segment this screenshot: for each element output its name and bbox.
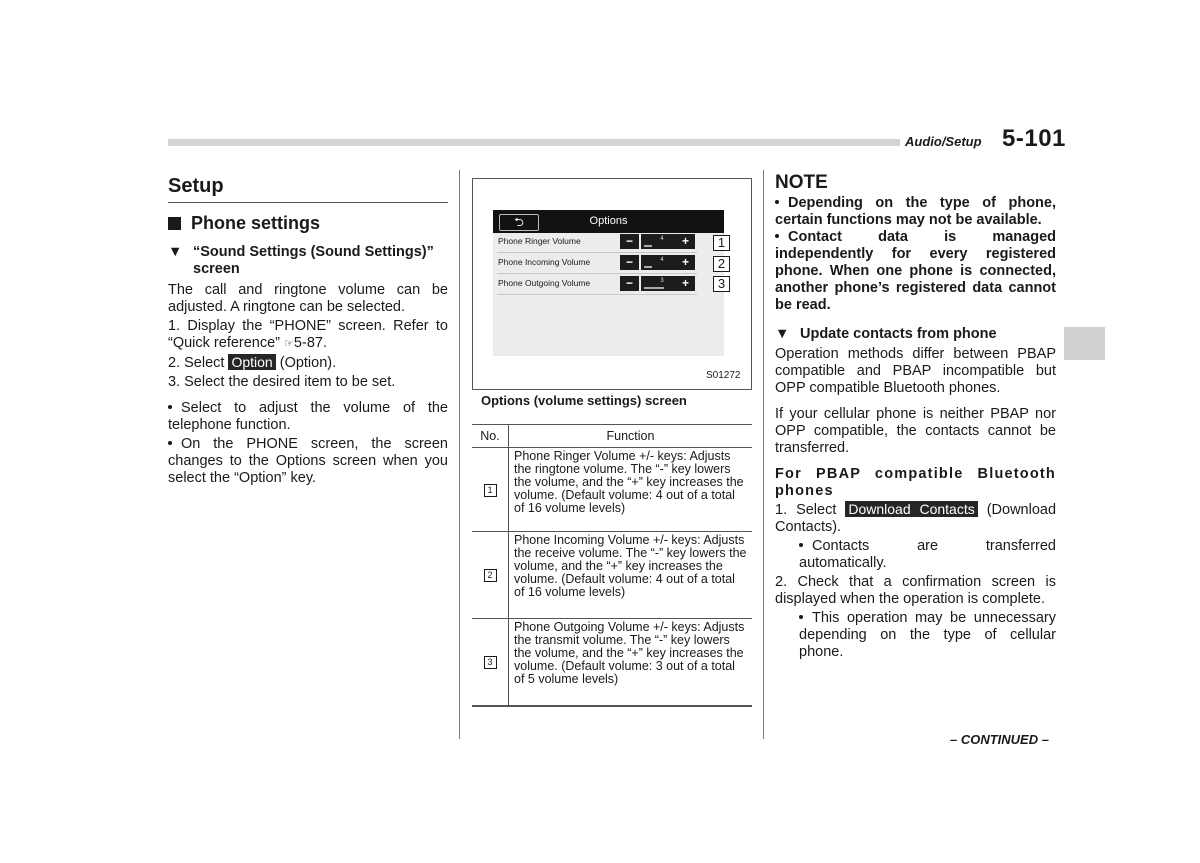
column-divider-right [763,170,764,739]
screen-title-bar [493,210,724,233]
options-screen [493,210,724,356]
bullet-dot-icon [799,615,803,619]
download-contacts-key-label: Download Contacts [845,501,977,517]
step-2: 2. Check that a confirmation screen is displayed when the operation is complete. [775,574,1056,607]
ringer-volume-row: Phone Ringer Volume − 4 + [497,233,697,253]
paragraph: If your cellular phone is neither PBAP nor OPP compatible, the contacts cannot be transferred. [775,406,1056,456]
table-header-row [472,425,752,448]
triangle-bullet-icon: ▼ [775,326,790,342]
triangle-bullet-icon: ▼ [168,244,183,260]
option-key-label: Option [228,354,275,370]
minus-button: − [620,276,639,291]
chapter-tab [1064,327,1105,360]
bullet-dot-icon [775,200,779,204]
plus-button: + [676,255,695,270]
callout-number: 2 [713,256,730,272]
intro-text: The call and ringtone volume can be adjusted. A ringtone can be selected. [168,282,448,315]
callout-number: 1 [713,235,730,251]
incoming-volume-row: Phone Incoming Volume − 4 + [497,254,697,274]
options-screen-figure [472,178,752,390]
phone-settings-heading: Phone settings [168,211,448,235]
plus-button: + [676,234,695,249]
pbap-heading: For PBAP compatible Bluetooth phones [775,466,1056,499]
table-cell: Phone Outgoing Volume +/- keys: Adjusts the transmit volume. The “-” key lowers the volume, and the “+” key increases the volume. (Default volume: 3 out of a total of 5 volume levels) [509,619,753,707]
table-cell: Phone Ringer Volume +/- keys: Adjusts the ringtone volume. The “-” key lowers the volume, and the “+” key increases the volume. (Default volume: 4 out of a total of 16 volume levels) [509,448,753,532]
note-heading: NOTE [775,172,828,193]
bullet-item: Select to adjust the volume of the telephone function. [168,400,448,433]
callout-number: 1 [484,484,497,497]
figure-code: S01272 [706,370,741,381]
volume-value: 3 [641,276,683,291]
plus-button: + [676,276,695,291]
right-column [775,172,1056,661]
table-cell: Phone Incoming Volume +/- keys: Adjusts the receive volume. The “-” key lowers the volume, and the “+” key increases the volume. (Default volume: 4 out of a total of 16 volume levels) [509,532,753,619]
step-2: 2. Select Option (Option). [168,354,337,371]
bullet-item: On the PHONE screen, the screen changes to the Options screen when you select the “Option” key. [168,436,448,486]
step-1: 1. Select Download Contacts (Download Contacts). [775,501,1057,535]
volume-value: 4 [641,234,683,249]
column-header: No. [472,425,509,448]
bullet-dot-icon [168,441,172,445]
bullet-dot-icon [799,543,803,547]
outgoing-volume-row: Phone Outgoing Volume − 3 + [497,275,697,295]
header-bar [168,139,900,146]
minus-button: − [620,255,639,270]
step-3: 3. Select the desired item to be set. [168,374,396,390]
bullet-item: Contacts are transferred automatically. [799,538,1056,571]
update-contacts-heading: ▼ Update contacts from phone [775,326,997,342]
callout-number: 3 [484,656,497,669]
minus-button: − [620,234,639,249]
note-item: Depending on the type of phone, certain functions may not be available. [775,195,1056,228]
bullet-dot-icon [775,234,779,238]
column-divider-left [459,170,460,739]
table-row [472,619,752,707]
page-number: 5-101 [1002,125,1066,152]
setup-heading: Setup [168,172,448,203]
callout-number: 3 [713,276,730,292]
volume-value: 4 [641,255,683,270]
back-arrow-icon: ⮌ [499,214,539,231]
bullet-dot-icon [168,405,172,409]
figure-caption: Options (volume settings) screen [481,393,687,408]
section-title: Audio/Setup [905,134,982,149]
paragraph: Operation methods differ between PBAP compatible and PBAP incompatible but OPP compatible Bluetooth phones. [775,346,1056,396]
column-header: Function [509,425,753,448]
table-row [472,448,752,532]
note-item: Contact data is managed independently for every registered phone. When one phone is connected, another phone’s registered data cannot be read. [775,229,1056,313]
callout-number: 2 [484,569,497,582]
square-bullet-icon [168,217,181,230]
step-1: 1. Display the “PHONE” screen. Refer to “Quick reference” ☞5-87. [168,318,448,351]
screen-title: Options [589,215,628,227]
left-column [168,172,448,487]
sound-settings-heading: ▼ “Sound Settings (Sound Settings)” screen [168,244,434,277]
reference-icon: ☞ [284,338,294,350]
table-row [472,532,752,619]
volume-function-table [472,424,752,707]
bullet-item: This operation may be unnecessary depending on the type of cellular phone. [799,610,1056,660]
continued-label: – CONTINUED – [950,732,1049,747]
